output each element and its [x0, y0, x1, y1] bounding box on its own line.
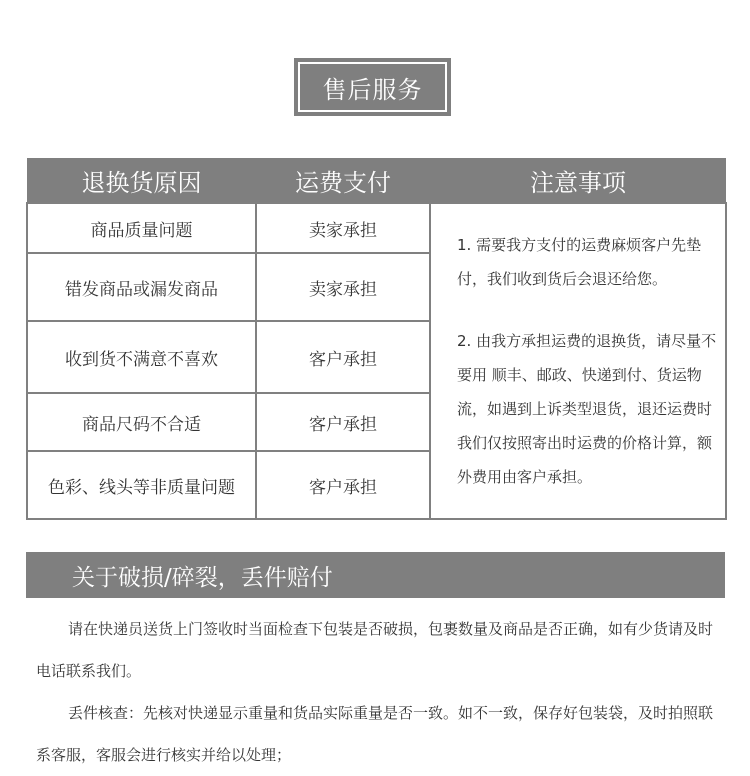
note-2: 2. 由我方承担运费的退换货，请尽量不要用 顺丰、邮政、快递到付、货运物流，如遇到上诉类型退货，退还运费时我们仅按照寄出时运费的价格计算，额外费用由客户承担。	[457, 332, 717, 486]
table-header-row	[27, 158, 726, 203]
damage-section-title: 关于破损/碎裂，丢件赔付	[26, 552, 725, 598]
damage-section-body	[36, 608, 726, 776]
header-shipping-payer: 运费支付	[256, 158, 430, 203]
notes-cell	[430, 203, 726, 519]
reason-cell: 色彩、线头等非质量问题	[27, 451, 256, 519]
page-title: 售后服务	[298, 62, 447, 112]
reason-cell: 收到货不满意不喜欢	[27, 321, 256, 393]
reason-cell: 商品质量问题	[27, 203, 256, 253]
reason-cell: 错发商品或漏发商品	[27, 253, 256, 321]
payer-cell: 客户承担	[256, 321, 430, 393]
payer-cell: 客户承担	[256, 451, 430, 519]
damage-paragraph-1: 请在快递员送货上门签收时当面检查下包装是否破损，包裹数量及商品是否正确，如有少货请及时电话联系我们。	[36, 620, 714, 680]
page-title-box	[294, 58, 451, 116]
header-reason: 退换货原因	[27, 158, 256, 203]
damage-paragraph-2: 丢件核查：先核对快递显示重量和货品实际重量是否一致。如不一致，保存好包装袋，及时拍照联系客服，客服会进行核实并给以处理；	[36, 704, 714, 764]
return-policy-table	[26, 158, 727, 520]
reason-cell: 商品尺码不合适	[27, 393, 256, 451]
payer-cell: 卖家承担	[256, 203, 430, 253]
table-row	[27, 203, 726, 253]
note-1: 1. 需要我方支付的运费麻烦客户先垫付，我们收到货后会退还给您。	[457, 236, 702, 288]
payer-cell: 卖家承担	[256, 253, 430, 321]
header-notes: 注意事项	[430, 158, 726, 203]
payer-cell: 客户承担	[256, 393, 430, 451]
